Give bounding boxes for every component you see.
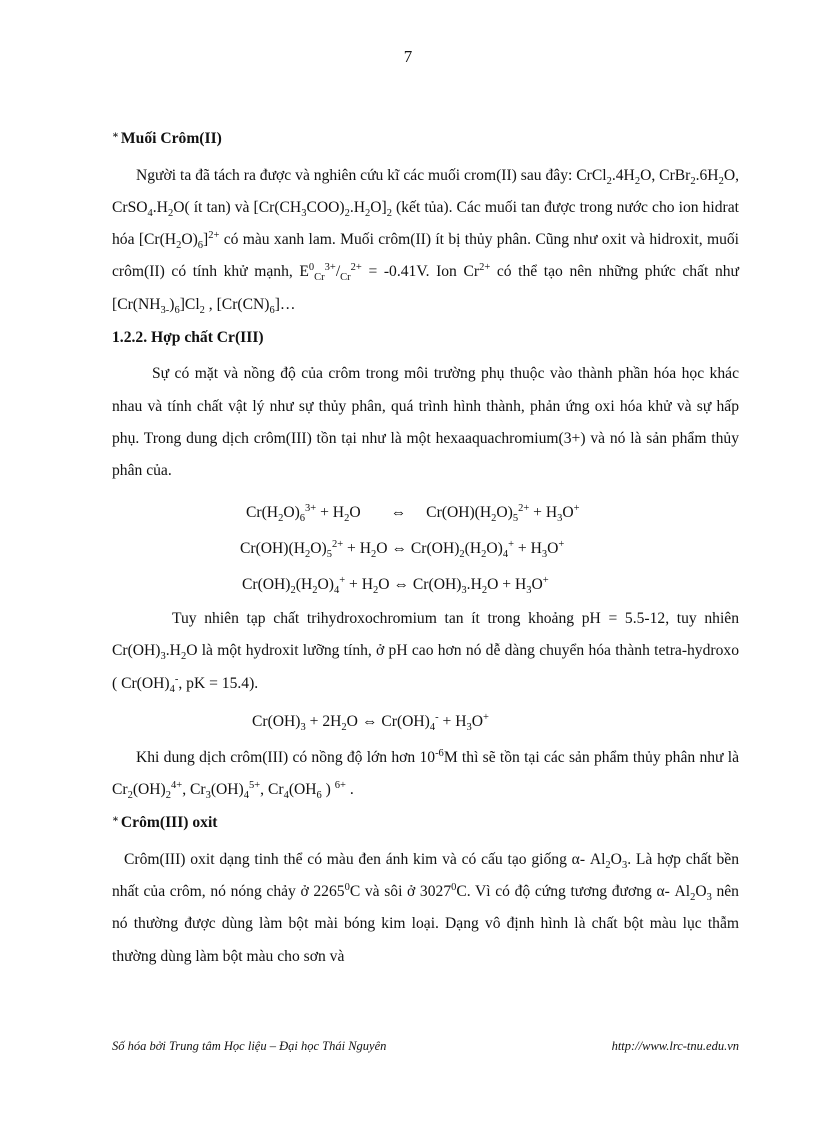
equilibrium-arrow-icon: ⇔ [393,576,409,594]
equation-left: $Cr(OH)(H_2O)_5^{2+} + H_2O$ [240,539,388,561]
equation-left: $Cr(H_2O)_6^{3+} + H_2O$ [246,503,361,525]
equation-right: $Cr(OH)(H_2O)_5^{2+} + H_3O^+$ [426,503,580,525]
equilibrium-arrow-icon: ⇔ [361,712,378,730]
paragraph: Người ta đã tách ra được và nghiên cứu kĩ các muối crom(II) sau đây: $CrCl_2.4H_2O$, $CrBr_2.6H_2O$, $CrSO_4.H_2O$( ít tan) và $[Cr(CH_3COO)_2.H_2O]_2$ (kết tủa). Các muối tan được trong nước cho ion hidrat hóa $[Cr(H_2O)_6]^{2+}$ có màu xanh lam. Muối crôm(II) ít bị thủy phân. Cũng như oxit và hidroxit, muối crôm(II) có tính khử mạnh, $E^0_{Cr}^{3+}/_{Cr}^{2+} = -0.41V$. Ion $Cr^{2+}$ có thể tạo nên những phức chất như $[Cr(NH_{3-})_6]Cl_2$ , $[Cr(CN)_6]\dots$ [112,166,740,316]
footer-url: http://www.lrc-tnu.edu.vn [611,1039,739,1053]
paragraph: Crôm(III) oxit dạng tinh thể có màu đen ánh kim và có cấu tạo giống α- $Al_2O_3$. Là hợp chất bền nhất của crôm, nó nóng chảy ở 2265$^0$C và sôi ở 3027$^0$C. Vì có độ cứng tương đương α- $Al_2O_3$ nên nó thường được dùng làm bột mài bóng kim loại. Dạng vô định hình là chất bột màu lục thẫm thường dùng làm bột màu cho sơn và [112,850,740,965]
equation-3 [112,567,739,603]
equation-right: $Cr(OH)_4^- + H_3O^+$ [381,711,489,733]
footer-source: Số hóa bởi Trung tâm Học liệu – Đại học Thái Nguyên [112,1039,387,1053]
star-icon: ∗ [112,814,119,826]
equation-left: $Cr(OH)_2(H_2O)_4^+ + H_2O$ [242,575,390,597]
equation-right: $Cr(OH)_2(H_2O)_4^+ + H_3O^+$ [410,539,565,561]
equilibrium-arrow-icon: ⇔ [390,504,407,522]
section-heading-cr3-oxide [112,814,739,833]
equation-2 [112,531,739,567]
equation-right: $Cr(OH)_3.H_2O + H_3O^+$ [412,575,549,597]
star-icon: ∗ [112,130,119,141]
equation-4 [112,704,739,740]
page-number: 7 [403,47,413,66]
heading-text: Muối Crôm(II) [120,130,222,147]
page-content [112,130,739,981]
paragraph: Khi dung dịch crôm(III) có nồng độ lớn hơn $10^{-6}M$ thì sẽ tồn tại các sản phẩm thủy phân như là $Cr_2(OH)_2^{4+}$, $Cr_3(OH)_4^{5+}$, $Cr_4(OH_6$ ) $^{6+}$ . [112,747,739,802]
equilibrium-arrow-icon: ⇔ [391,540,407,558]
section-heading-cr3-compounds: 1.2.2. Hợp chất Cr(III) [112,328,264,346]
heading-text: Crôm(III) oxit [120,814,218,832]
paragraph: Sự có mặt và nồng độ của crôm trong môi trường phụ thuộc vào thành phần hóa học khác nhau và tính chất vật lý như sự thủy phân, quá trình hình thành, phản ứng oxi hóa khử và sự hấp phụ. Trong dung dịch crôm(III) tồn tại như là một hexaaquachromium(3+) và nó là sản phẩm thủy phân của. [112,365,739,480]
page-footer [112,1039,739,1054]
equation-1 [112,495,739,531]
paragraph: Tuy nhiên tạp chất trihydroxochromium tan ít trong khoảng pH = 5.5-12, tuy nhiên $Cr(OH)_3.H_2O$ là một hydroxit lưỡng tính, ở pH cao hơn nó dễ dàng chuyển hóa thành tetra-hydroxo ( $Cr(OH)_4^-$, pK = 15.4). [112,610,739,695]
section-heading-cr2-salts [112,130,739,149]
equation-left: $Cr(OH)_3 + 2H_2O$ [252,712,358,733]
